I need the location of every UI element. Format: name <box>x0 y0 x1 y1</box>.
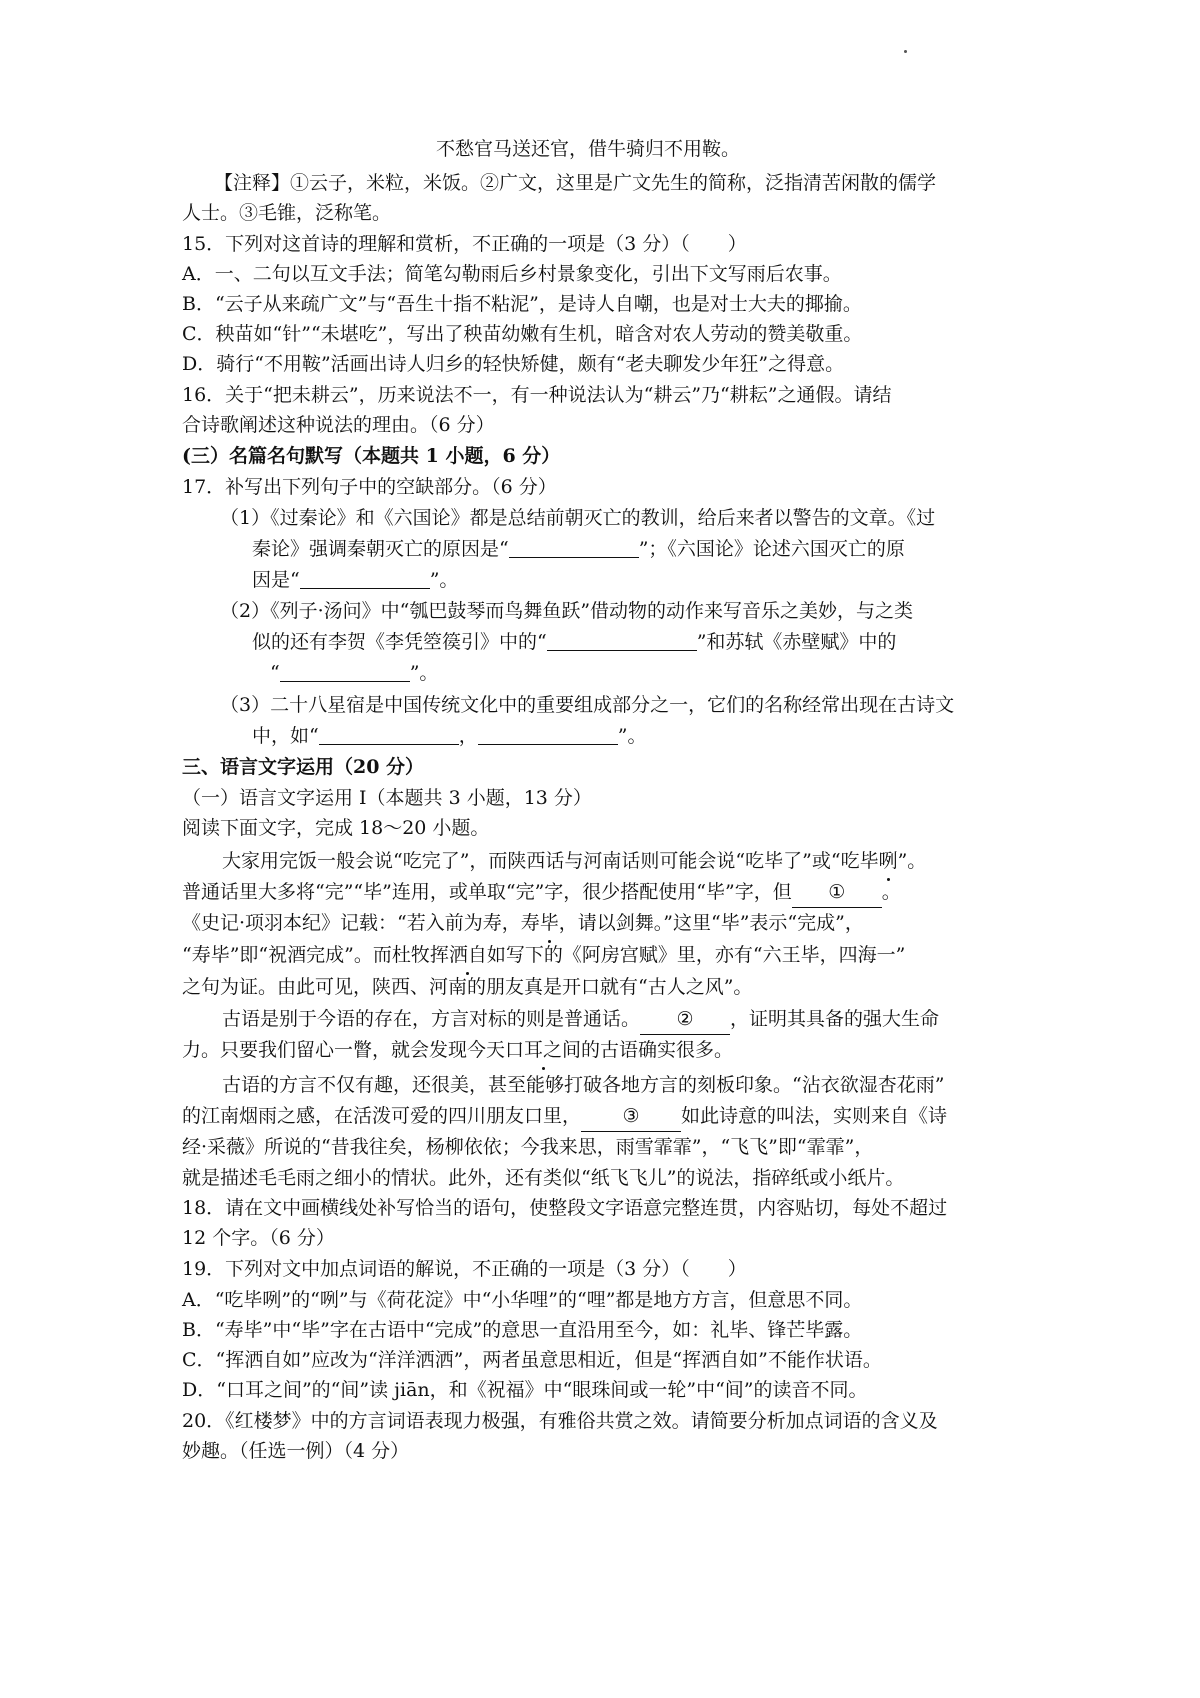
answer-blank[interactable] <box>319 724 459 745</box>
text-segment: “ <box>270 662 280 684</box>
answer-blank[interactable] <box>509 537 639 558</box>
question-20-line-2: 妙趣。（任选一例）（4 分） <box>182 1440 410 1462</box>
text-segment: 似的还有李贺《李凭箜篌引》中的“ <box>252 631 547 653</box>
text-segment: 的江南烟雨之感，在活泼可爱的四川朋友口里， <box>182 1105 582 1127</box>
text-segment: 。 <box>881 881 901 903</box>
text-segment: 古语是别于今语的存在，方言对标的则是普通话。 <box>222 1008 641 1030</box>
question-17-part-2-line-1: （2）《列子·汤问》中“瓠巴鼓琴而鸟舞鱼跃”借动物的动作来写音乐之美妙，与之类 <box>220 600 914 622</box>
question-17-part-2-line-3 <box>270 658 438 688</box>
question-19-stem: 19．下列对文中加点词语的解说，不正确的一项是（3 分）（ ） <box>182 1258 747 1280</box>
text-segment: ”和苏轼《赤壁赋》中的 <box>696 631 897 653</box>
passage-p3-line-4: 就是描述毛毛雨之细小的情状。此外，还有类似“纸飞飞儿”的说法，指碎纸或小纸片。 <box>182 1167 905 1189</box>
question-17-part-1-line-2 <box>252 534 905 564</box>
passage-p1-line-5: 之句为证。由此可见，陕西、河南的朋友真是开口就有“古人之风”。 <box>182 976 753 998</box>
part-3-heading: 三、语言文字运用（20 分） <box>182 756 425 778</box>
text-segment: ”。 <box>617 725 647 747</box>
passage-p3-line-1: 古语的方言不仅有趣，还很美，甚至能够打破各地方言的刻板印象。“沾衣欲湿杏花雨” <box>222 1074 945 1096</box>
text-segment: 中，如“ <box>252 725 319 747</box>
reading-instruction: 阅读下面文字，完成 18～20 小题。 <box>182 817 490 839</box>
fill-blank-2[interactable]: ② <box>640 1004 730 1035</box>
text-segment: ”。 <box>429 569 459 591</box>
question-16-line-2: 合诗歌阐述这种说法的理由。（6 分） <box>182 414 495 436</box>
text-segment: 力。只要我们留心一瞥，就会发现今天 <box>182 1039 506 1061</box>
text-segment: ， <box>458 725 478 747</box>
question-16-line-1: 16．关于“把未耕云”，历来说法不一，有一种说法认为“耕云”乃“耕耘”之通假。请结 <box>182 384 892 406</box>
section-heading-recitation: (三）名篇名句默写（本题共 1 小题，6 分） <box>182 445 561 467</box>
text-segment: 《史记·项羽本纪》记载：“若入前为寿，寿 <box>182 912 540 934</box>
text-segment: 因是“ <box>252 569 300 591</box>
question-15-option-a: A．一、二句以互文手法；简笔勾勒雨后乡村景象变化，引出下文写雨后农事。 <box>182 263 842 285</box>
text-segment: 普通话里大多将“完”“毕”连用，或单取“完”字，很少搭配使用“毕”字，但 <box>182 881 792 903</box>
annotation-line-2: 人士。③毛锥，泛称笔。 <box>182 202 392 224</box>
question-15-option-b: B．“云子从来疏广文”与“吾生十指不粘泥”，是诗人自嘲，也是对士大夫的揶揄。 <box>182 293 862 315</box>
answer-blank[interactable] <box>280 661 410 682</box>
text-segment: ，请以剑舞。”这里“毕”表示“完成”， <box>558 912 864 934</box>
passage-p1-line-3 <box>182 908 864 938</box>
question-17-stem: 17．补写出下列句子中的空缺部分。（6 分） <box>182 476 557 498</box>
passage-p3-line-2 <box>182 1101 947 1132</box>
question-15-option-d: D．骑行“不用鞍”活画出诗人归乡的轻快矫健，颇有“老夫聊发少年狂”之得意。 <box>182 353 845 375</box>
dotted-word: 口耳之间 <box>505 1035 581 1065</box>
text-segment: 秦论》强调秦朝灭亡的原因是“ <box>252 538 509 560</box>
text-segment: ，证明其具备的强大生命 <box>730 1008 940 1030</box>
question-18-line-1: 18．请在文中画横线处补写恰当的语句，使整段文字语意完整连贯，内容贴切，每处不超过 <box>182 1197 948 1219</box>
text-segment: 大家用完饭一般会说“吃完了”，而陕西话与河南话则可能会说“吃毕了”或“吃毕 <box>222 850 879 872</box>
question-17-part-1-line-1: （1）《过秦论》和《六国论》都是总结前朝灭亡的教训，给后来者以警告的文章。《过 <box>220 507 936 529</box>
subsection-1-heading: （一）语言文字运用 I（本题共 3 小题，13 分） <box>182 787 592 809</box>
text-segment: 如此诗意的叫法，实则来自《诗 <box>681 1105 948 1127</box>
passage-p2-line-1 <box>222 1004 939 1035</box>
question-15-stem: 15．下列对这首诗的理解和赏析，不正确的一项是（3 分）（ ） <box>182 233 747 255</box>
question-17-part-3-line-1: （3）二十八星宿是中国传统文化中的重要组成部分之一，它们的名称经常出现在古诗文 <box>220 694 955 716</box>
passage-p1-line-2 <box>182 877 901 908</box>
question-20-line-1: 20．《红楼梦》中的方言词语表现力极强，有雅俗共赏之效。请简要分析加点词语的含义及 <box>182 1410 938 1432</box>
text-segment: 写下的《阿房宫赋》里，亦有“六王毕，四海一” <box>505 944 906 966</box>
dotted-word: 咧 <box>879 846 898 876</box>
question-19-option-a: A．“吃毕咧”的“咧”与《荷花淀》中“小华哩”的“哩”都是地方方言，但意思不同。 <box>182 1289 863 1311</box>
text-segment: “寿毕”即“祝酒完成”。而杜牧 <box>182 944 430 966</box>
question-17-part-2-line-2 <box>252 627 896 657</box>
question-17-part-3-line-2 <box>252 721 646 751</box>
text-segment: ”。 <box>897 850 927 872</box>
text-segment: ”。 <box>409 662 439 684</box>
passage-p3-line-3: 经·采薇》所说的“昔我往矣，杨柳依依；今我来思，雨雪霏霏”，“飞飞”即“霏霏”， <box>182 1136 874 1158</box>
dotted-word: 挥洒自如 <box>430 940 506 970</box>
passage-p2-line-2 <box>182 1035 733 1065</box>
poem-last-line: 不愁官马送还官，借牛骑归不用鞍。 <box>436 138 741 160</box>
dotted-word: 毕 <box>540 908 559 938</box>
question-19-option-d: D．“口耳之间”的“间”读 jiān，和《祝福》中“眼珠间或一轮”中“间”的读音不同。 <box>182 1379 868 1401</box>
question-15-option-c: C．秧苗如“针”“未堪吃”，写出了秧苗幼嫩有生机，暗含对农人劳动的赞美敬重。 <box>182 323 863 345</box>
question-19-option-b: B．“寿毕”中“毕”字在古语中“完成”的意思一直沿用至今，如：礼毕、锋芒毕露。 <box>182 1319 863 1341</box>
answer-blank[interactable] <box>478 724 618 745</box>
text-segment: ”；《六国论》论述六国灭亡的原 <box>638 538 905 560</box>
annotation-line-1: 【注释】①云子，米粒，米饭。②广文，这里是广文先生的简称，泛指清苦闲散的儒学 <box>214 172 937 194</box>
text-segment: 的古语确实很多。 <box>581 1039 734 1061</box>
question-17-part-1-line-3 <box>252 565 458 595</box>
question-19-option-c: C．“挥洒自如”应改为“洋洋洒洒”，两者虽意思相近，但是“挥洒自如”不能作状语。 <box>182 1349 882 1371</box>
scan-dot <box>904 50 907 53</box>
answer-blank[interactable] <box>547 630 697 651</box>
fill-blank-3[interactable]: ③ <box>581 1101 681 1132</box>
fill-blank-1[interactable]: ① <box>792 877 882 908</box>
question-18-line-2: 12 个字。（6 分） <box>182 1227 335 1249</box>
answer-blank[interactable] <box>300 568 430 589</box>
passage-p1-line-1 <box>222 846 926 876</box>
passage-p1-line-4 <box>182 940 905 970</box>
